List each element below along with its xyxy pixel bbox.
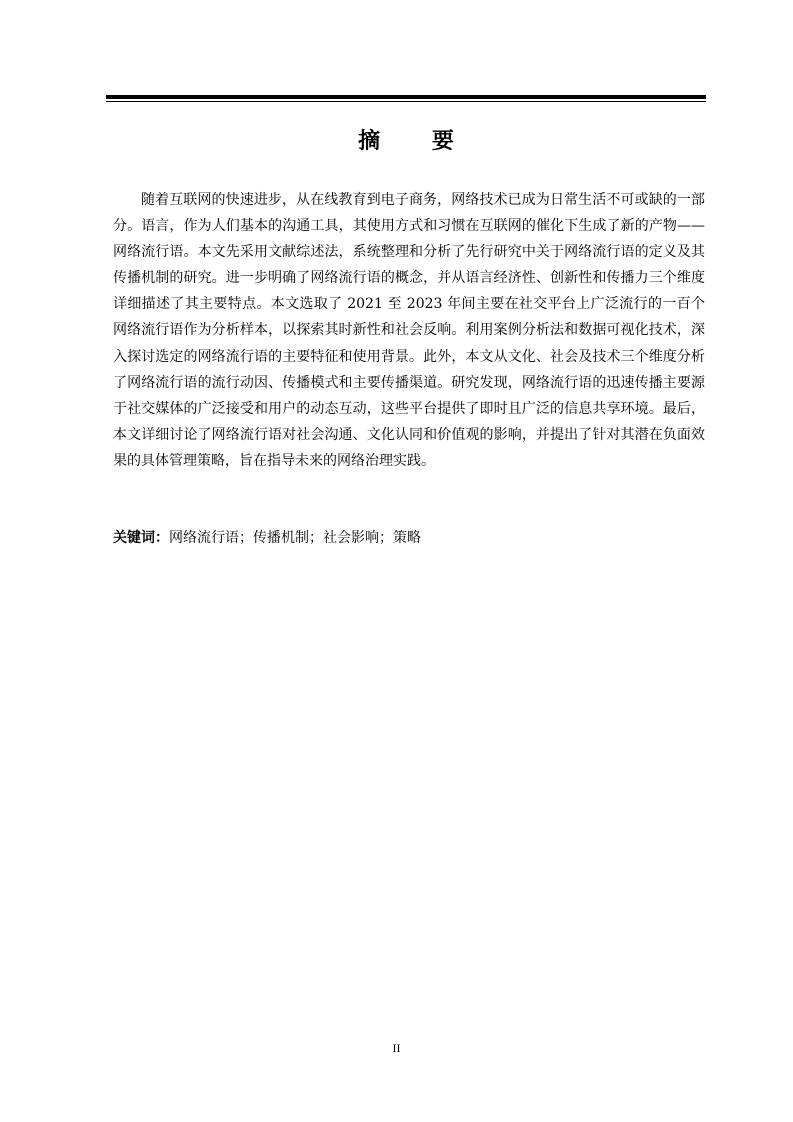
abstract-paragraph: 随着互联网的快速进步，从在线教育到电子商务，网络技术已成为日常生活不可或缺的一部分。语言，作为人们基本的沟通工具，其使用方式和习惯在互联网的催化下生成了新的产物——网络流行语。本文先采用文献综述法，系统整理和分析了先行研究中关于网络流行语的定义及其传播机制的研究。进一步明确了网络流行语的概念，并从语言经济性、创新性和传播力三个维度详细描述了其主要特点。本文选取了 2021 至 2023 年间主要在社交平台上广泛流行的一百个网络流行语作为分析样本，以探索其时新性和社会反响。利用案例分析法和数据可视化技术，深入探讨选定的网络流行语的主要特征和使用背景。此外，本文从文化、社会及技术三个维度分析了网络流行语的流行动因、传播模式和主要传播渠道。研究发现，网络流行语的迅速传播主要源于社交媒体的广泛接受和用户的动态互动，这些平台提供了即时且广泛的信息共享环境。最后，本文详细讨论了网络流行语对社会沟通、文化认同和价值观的影响，并提出了针对其潜在负面效果的具体管理策略，旨在指导未来的网络治理实践。 xyxy=(113,192,705,469)
page-number: II xyxy=(392,1041,401,1055)
header-rule-thick xyxy=(106,95,706,99)
keywords-value: 网络流行语；传播机制；社会影响；策略 xyxy=(169,530,421,546)
keywords-line xyxy=(113,526,705,550)
keywords-label: 关键词： xyxy=(113,530,169,546)
page-title: 摘 要 xyxy=(358,129,476,154)
header-rule-thin xyxy=(106,101,706,102)
